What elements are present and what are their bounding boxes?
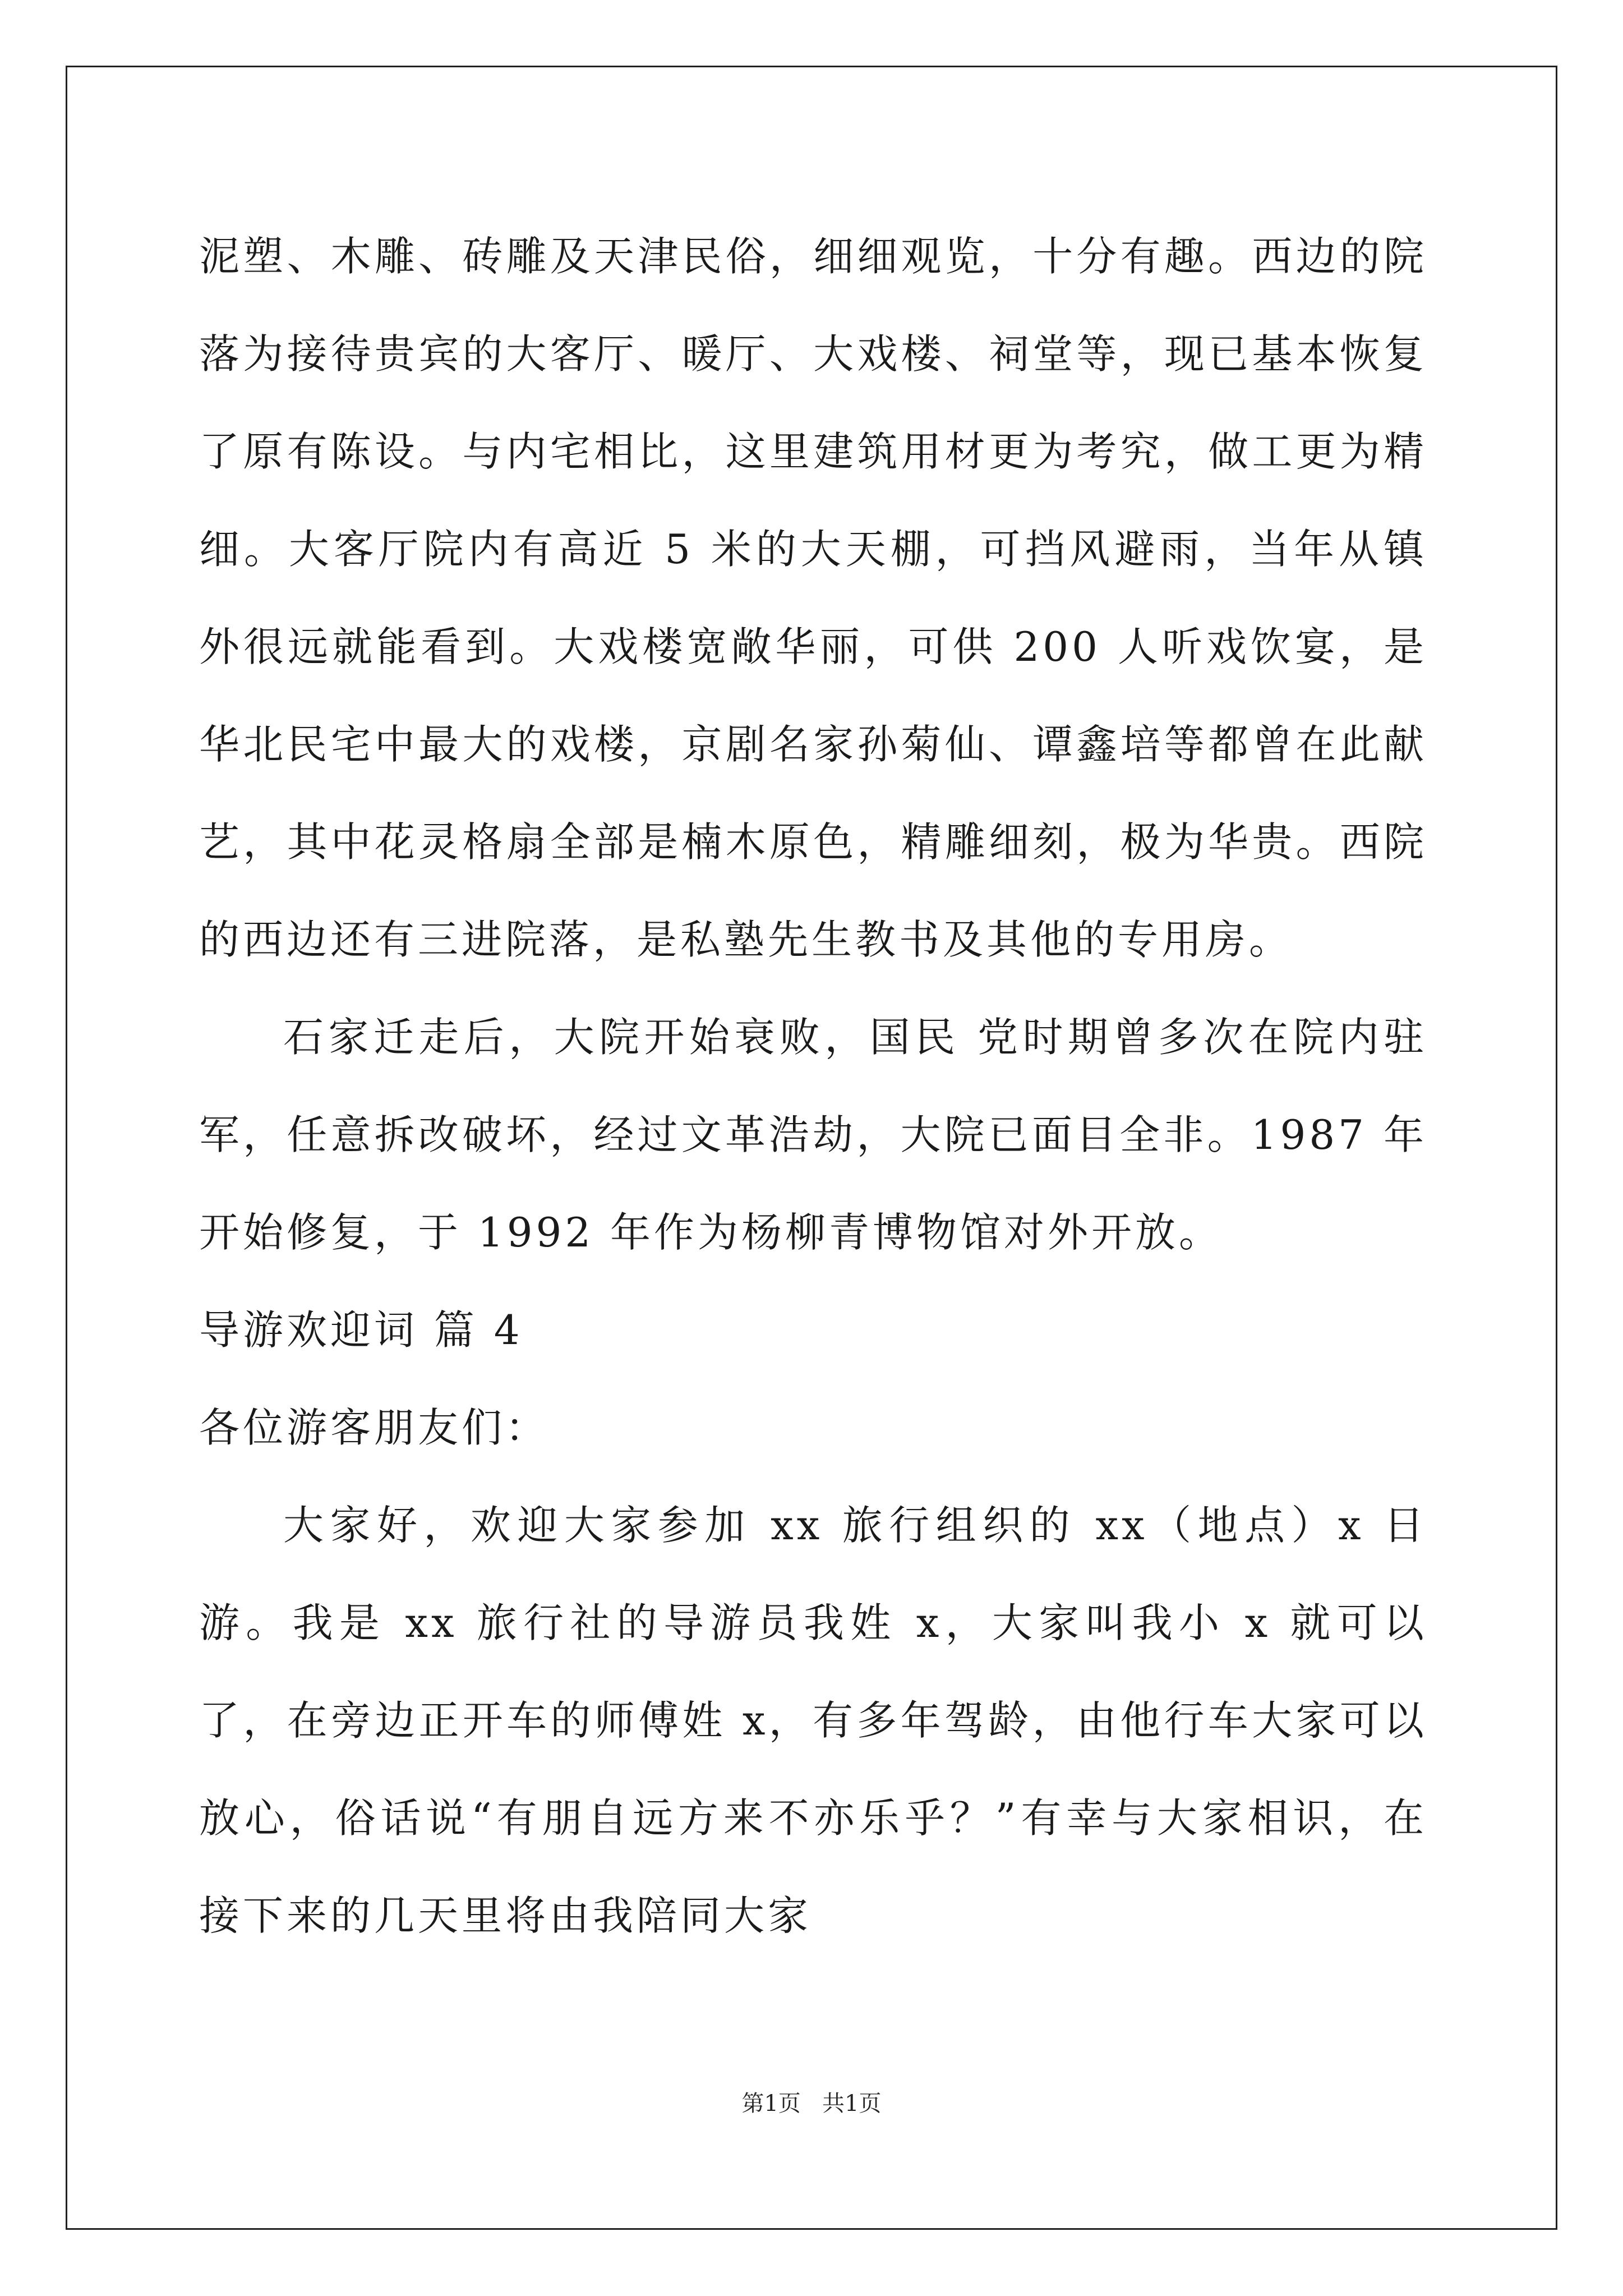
section-heading: 导游欢迎词 篇 4	[199, 1306, 523, 1354]
document-body	[199, 208, 1427, 1964]
paragraph-history: 石家迁走后，大院开始衰败，国民 党时期曾多次在院内驻军，任意拆改破坏，经过文革浩劫，大院已面目全非。1987 年开始修复，于 1992 年作为杨柳青博物馆对外开放。	[199, 1014, 1427, 1256]
paragraph-museum-description: 泥塑、木雕、砖雕及天津民俗，细细观览，十分有趣。西边的院落为接待贵宾的大客厅、暖厅、大戏楼、祠堂等，现已基本恢复了原有陈设。与内宅相比，这里建筑用材更为考究，做工更为精细。大客厅院内有高近 5 米的大天棚，可挡风避雨，当年从镇外很远就能看到。大戏楼宽敞华丽，可供 200 人听戏饮宴，是华北民宅中最大的戏楼，京剧名家孙菊仙、谭鑫培等都曾在此献艺，其中花灵格扇全部是楠木原色，精雕细刻，极为华贵。西院的西边还有三进院落，是私塾先生教书及其他的专用房。	[199, 233, 1427, 963]
paragraph-welcome: 大家好，欢迎大家参加 xx 旅行组织的 xx（地点）x 日游。我是 xx 旅行社的导游员我姓 x，大家叫我小 x 就可以了，在旁边正开车的师傅姓 x，有多年驾龄，由他行车大家可以放心，俗话说“有朋自远方来不亦乐乎？”有幸与大家相识，在接下来的几天里将由我陪同大家	[199, 1502, 1427, 1939]
page-footer: 第1页 共1页	[741, 2091, 882, 2116]
salutation: 各位游客朋友们：	[199, 1404, 550, 1451]
